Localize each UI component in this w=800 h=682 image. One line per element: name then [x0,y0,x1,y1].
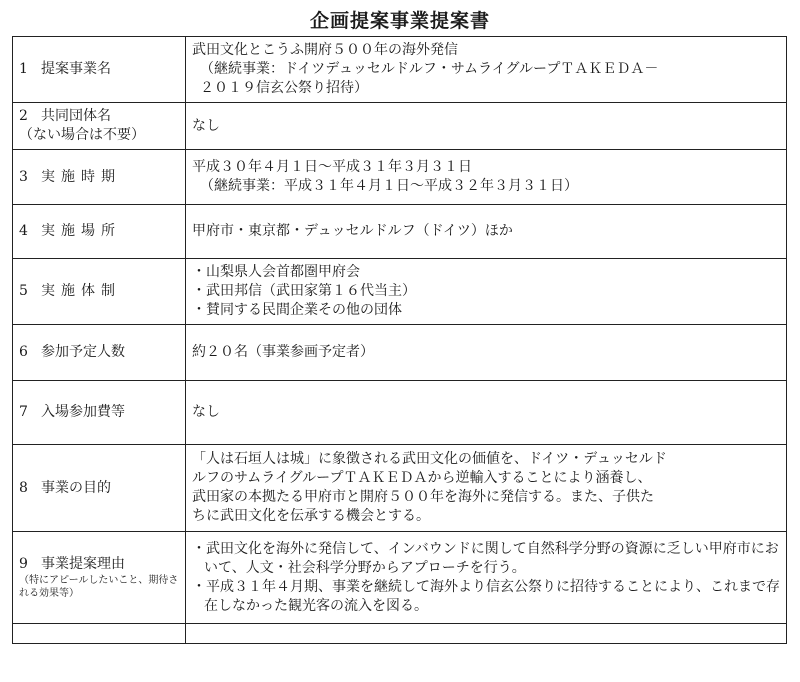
row-content [186,532,787,624]
row-number: 8 [19,479,28,496]
row-label-text: 実施体制 [41,283,121,299]
content-line: なし [192,117,220,134]
row-number: 3 [19,168,28,185]
row-content [186,381,787,445]
content-line: ちに武田文化を伝承する機会とする。 [192,508,430,524]
content-paragraph: ・平成３１年４月期、事業を継続して海外より信玄公祭りに招待することにより、これまで存在しなかった観光客の流入を図る。 [192,578,780,614]
row-content [186,259,787,325]
content-line: ルフのサムライグループＴＡＫＥＤＡから逆輸入することにより涵養し、 [192,470,652,486]
content-line: なし [192,404,220,420]
row-label-text: 実施場所 [41,223,121,239]
content-line: 「人は石垣人は城」に象徴される武田文化の価値を、ドイツ・デュッセルド [192,451,667,467]
content-line: 約２０名（事業参画予定者） [192,344,374,360]
content-line: ・賛同する民間企業その他の団体 [192,302,402,318]
row-label-text: 共同団体名 [41,108,111,124]
row-content [186,325,787,381]
row-number: 2 [19,108,28,124]
table-row [13,325,787,381]
content-line: 平成３０年４月１日～平成３１年３月３１日 [192,159,472,175]
content-line: （継続事業：平成３１年４月１日～平成３２年３月３１日） [200,178,578,194]
content-line: 武田家の本拠たる甲府市と開府５００年を海外に発信する。また、子供た [192,489,654,505]
row-number: 4 [19,223,28,239]
row-label-sub: （ない場合は不要） [19,127,145,143]
table-row [13,205,787,259]
row-number: 6 [19,344,28,360]
row-label [13,37,186,103]
row-label [13,205,186,259]
row-label-text: 実施時期 [41,168,121,185]
table-row [13,103,787,150]
row-label-sub: （特にアピールしたいこと、期待される効果等） [19,575,179,599]
table-row [13,150,787,205]
table-row [13,381,787,445]
row-label [13,150,186,205]
row-number: 5 [19,283,28,299]
content-line: ２０１９信玄公祭り招待） [200,80,368,96]
row-content [186,205,787,259]
row-label-text: 事業の目的 [41,479,111,496]
row-content [186,445,787,532]
row-label [13,259,186,325]
content-line: ・武田邦信（武田家第１６代当主） [192,283,416,299]
table-row-partial [13,624,787,644]
row-label [13,325,186,381]
row-number: 7 [19,404,28,420]
row-label-text: 提案事業名 [41,61,111,77]
table-row [13,259,787,325]
row-label-text: 事業提案理由 [41,556,125,572]
row-label [13,381,186,445]
content-paragraph: ・武田文化を海外に発信して、インバウンドに関して自然科学分野の資源に乏しい甲府市において、人文・社会科学分野からアプローチを行う。 [192,540,779,576]
row-label [13,532,186,624]
content-line: （継続事業：ドイツデュッセルドルフ・サムライグループＴＡＫＥＤＡ－ [200,61,659,77]
content-line: 武田文化とこうふ開府５００年の海外発信 [192,42,458,58]
row-content [186,103,787,150]
document-title: 企画提案事業提案書 [309,10,490,32]
content-line: 甲府市・東京都・デュッセルドルフ（ドイツ）ほか [192,223,513,239]
proposal-table [12,36,787,644]
row-content [186,37,787,103]
table-row [13,532,787,624]
row-number: 1 [19,61,28,77]
row-label-text: 入場参加費等 [41,404,125,420]
row-number: 9 [19,556,28,572]
row-content [186,150,787,205]
row-label [13,445,186,532]
content-line: ・山梨県人会首都圏甲府会 [192,264,360,280]
row-label [13,103,186,150]
row-label-text: 参加予定人数 [41,344,125,360]
table-row [13,37,787,103]
table-row [13,445,787,532]
